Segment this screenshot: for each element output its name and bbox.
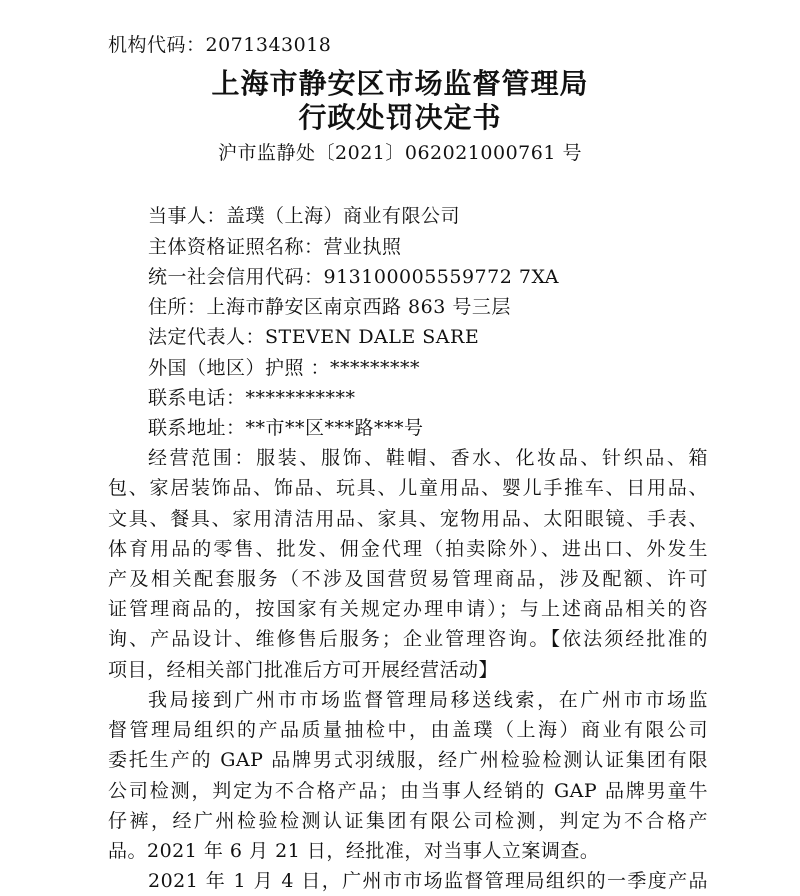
scope-line: 文具、餐具、家用清洁用品、家具、宠物用品、太阳眼镜、手表、 — [108, 508, 708, 530]
party-address: 住所：上海市静安区南京西路 863 号三层 — [148, 296, 511, 318]
document-title-agency: 上海市静安区市场监督管理局 — [211, 67, 589, 100]
body-line: 我局接到广州市市场监督管理局移送线索，在广州市市场监 — [148, 689, 708, 711]
body-line: 公司检测，判定为不合格产品；由当事人经销的 GAP 品牌男童牛 — [108, 780, 708, 802]
scope-line: 包、家居装饰品、饰品、玩具、儿童用品、婴儿手推车、日用品、 — [108, 477, 708, 499]
document-number: 沪市监静处〔2021〕062021000761 号 — [218, 142, 582, 164]
party-phone: 联系电话：*********** — [148, 387, 356, 409]
party-name: 当事人：盖璞（上海）商业有限公司 — [148, 205, 461, 227]
scope-line: 询、产品设计、维修售后服务；企业管理咨询。【依法须经批准的 — [108, 628, 708, 650]
party-passport: 外国（地区）护照 ：********* — [148, 357, 421, 379]
body-line: 委托生产的 GAP 品牌男式羽绒服，经广州检验检测认证集团有限 — [108, 749, 708, 771]
scope-line: 体育用品的零售、批发、佣金代理（拍卖除外）、进出口、外发生 — [108, 538, 708, 560]
scope-line: 证管理商品的，按国家有关规定办理申请）；与上述商品相关的咨 — [108, 598, 708, 620]
body-line: 品。2021 年 6 月 21 日，经批准，对当事人立案调查。 — [108, 840, 600, 862]
body-line: 仔裤，经广州检验检测认证集团有限公司检测，判定为不合格产 — [108, 810, 708, 832]
party-credit-code: 统一社会信用代码：913100005559772 7XA — [148, 266, 560, 288]
party-legal-rep: 法定代表人：STEVEN DALE SARE — [148, 326, 480, 348]
body-line: 2021 年 1 月 4 日，广州市市场监督管理局组织的一季度产品 — [148, 870, 708, 892]
scope-line: 产及相关配套服务（不涉及国营贸易管理商品，涉及配额、许可 — [108, 568, 708, 590]
org-code: 机构代码：2071343018 — [108, 34, 332, 56]
body-line: 督管理局组织的产品质量抽检中，由盖璞（上海）商业有限公司 — [108, 719, 708, 741]
scope-line: 项目，经相关部门批准后方可开展经营活动】 — [108, 659, 499, 681]
party-license-type: 主体资格证照名称：营业执照 — [148, 236, 402, 258]
document-title-type: 行政处罚决定书 — [298, 101, 502, 134]
party-contact-address: 联系地址：**市**区***路***号 — [148, 417, 424, 439]
scope-line: 经营范围：服装、服饰、鞋帽、香水、化妆品、针织品、箱 — [148, 447, 708, 469]
